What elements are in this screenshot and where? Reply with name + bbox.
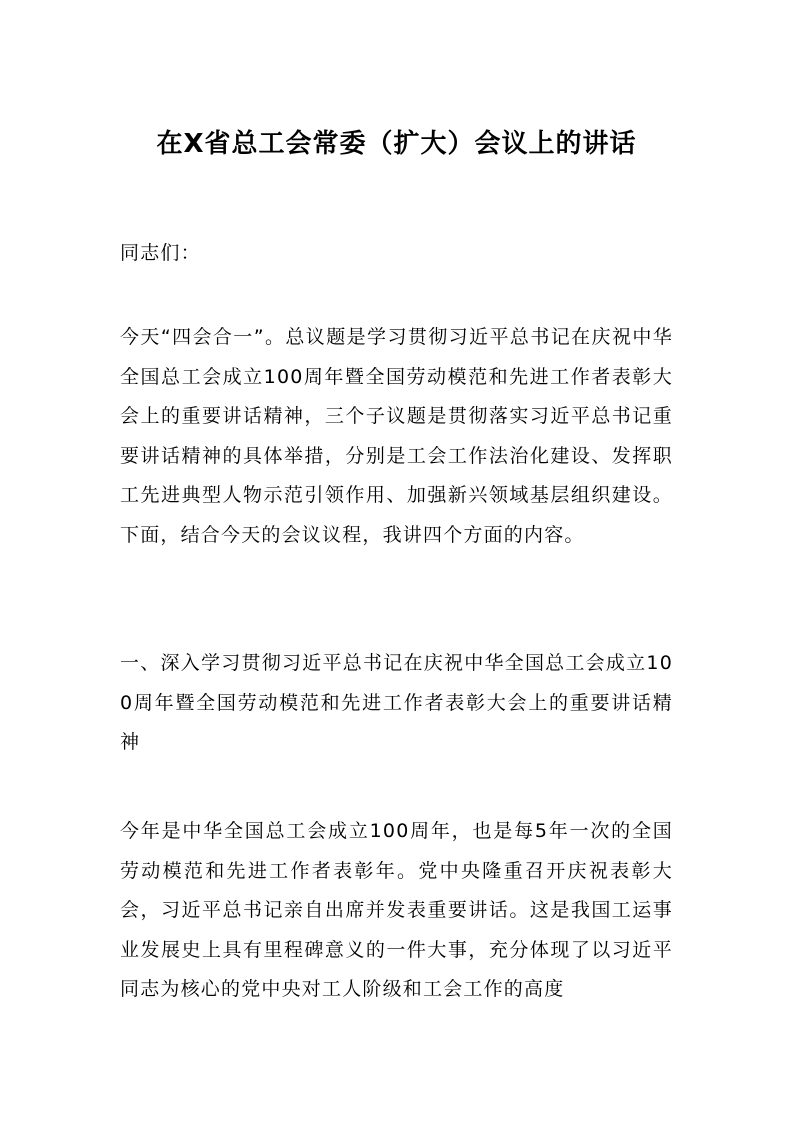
paragraph-intro: 今天“四会合一”。总议题是学习贯彻习近平总书记在庆祝中华全国总工会成立100周年暨全国劳动模范和先进工作者表彰大会上的重要讲话精神，三个子议题是贯彻落实习近平总书记重要讲话精神的具体举措，分别是工会工作法治化建设、发挥职工先进典型人物示范引领作用、加强新兴领域基层组织建设。下面，结合今天的会议议程，我讲四个方面的内容。 <box>120 326 673 546</box>
section-heading-one: 一、深入学习贯彻习近平总书记在庆祝中华全国总工会成立100周年暨全国劳动模范和先进工作者表彰大会上的重要讲话精神 <box>120 652 673 753</box>
document-title: 在X省总工会常委（扩大）会议上的讲话 <box>156 129 637 159</box>
paragraph-section-one: 今年是中华全国总工会成立100周年，也是每5年一次的全国劳动模范和先进工作者表彰年。党中央隆重召开庆祝表彰大会，习近平总书记亲自出席并发表重要讲话。这是我国工运事业发展史上具有里程碑意义的一件大事，充分体现了以习近平同志为核心的党中央对工人阶级和工会工作的高度 <box>120 820 673 1000</box>
greeting: 同志们： <box>120 242 201 264</box>
